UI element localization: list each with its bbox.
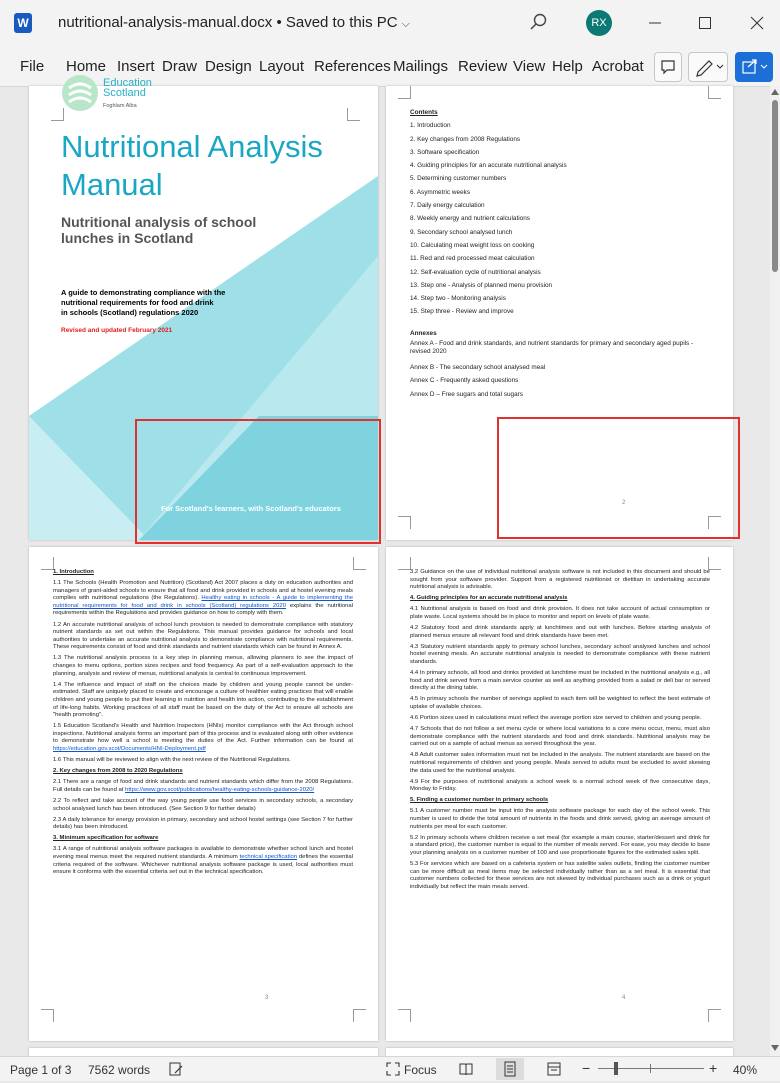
paragraph: 3.2 Guidance on the use of individual nutritional analysis software is not included in this document and should be sought from your software provider. Support from a registered nutritionist or dietitian in undertaking accurate nutritional analysis is advisable. [410, 569, 710, 591]
paragraph [53, 723, 353, 753]
paragraph: 2.3 A daily tolerance for energy provision in primary, secondary and school hostel settings (see Section 7 for further details) has been introduced. [53, 816, 353, 831]
cover-guide-line-2: nutritional requirements for food and drink [61, 298, 214, 307]
share-icon [736, 53, 772, 81]
paragraph-text: defines the essential criteria required of the software. Whichever nutritional analysis software package is used, local authorities must ensure it conforms with the essential criteria set out in the technical specification. [53, 854, 353, 876]
search-icon[interactable] [529, 12, 549, 32]
word-count[interactable]: 7562 words [88, 1063, 151, 1077]
hyperlink[interactable]: technical specification [239, 854, 298, 860]
tab-mailings[interactable]: Mailings [393, 58, 449, 75]
cover-title-line-2: Manual [61, 167, 163, 202]
toc-item[interactable]: 8. Weekly energy and nutrient calculations [410, 215, 530, 223]
toc-item[interactable]: 9. Secondary school analysed lunch [410, 228, 513, 236]
scroll-down-icon[interactable] [770, 1044, 780, 1052]
tab-acrobat[interactable]: Acrobat [592, 58, 644, 75]
scroll-up-icon[interactable] [770, 88, 780, 96]
toc-item[interactable]: 7. Daily energy calculation [410, 202, 485, 210]
hyperlink[interactable]: https://education.gov.scot/Documents/HNI-Deployment.pdf [53, 745, 206, 752]
print-layout-icon [496, 1058, 524, 1080]
zoom-slider-thumb[interactable] [614, 1062, 618, 1075]
paragraph [53, 580, 353, 618]
crop-mark [708, 1009, 721, 1022]
annex-item[interactable]: Annex D – Free sugars and total sugars [410, 390, 523, 398]
toc-item[interactable]: 12. Self-evaluation cycle of nutritional analysis [410, 268, 541, 276]
section-heading: 3. Minimum specification for software [53, 835, 159, 842]
tab-help[interactable]: Help [552, 58, 583, 75]
maximize-icon[interactable] [690, 8, 720, 38]
zoom-out-icon[interactable]: − [582, 1060, 591, 1076]
cover-guide-line-3: in schools (Scotland) regulations 2020 [61, 308, 199, 317]
editing-mode-button[interactable] [688, 52, 728, 82]
paragraph: 4.7 Schools that do not follow a set menu cycle or where local variations to a core menu occur, menu, must also demonstrate compliance with the nutrient standards and food and drink standards. Nutritional analysis may be carried out on a sample of actual menus as served throughout the year. [410, 726, 710, 748]
page-3-body [53, 569, 353, 880]
document-title[interactable] [58, 14, 410, 31]
tab-file[interactable]: File [20, 58, 45, 75]
cover-guide-line-1: A guide to demonstrating compliance with the [61, 288, 226, 297]
comments-button[interactable] [654, 52, 682, 82]
annexes-heading: Annexes [410, 329, 437, 337]
cover-subtitle-line-2: lunches in Scotland [61, 230, 194, 246]
tab-draw[interactable]: Draw [162, 58, 198, 75]
close-icon[interactable] [742, 8, 772, 38]
hyperlink[interactable]: https://www.gov.scot/publications/healthy-eating-schools-guidance-2020/ [125, 786, 315, 793]
paragraph: 4.4 In primary schools, all food and drinks provided at lunchtime must be included in the nutritional analysis e.g., all food and drink served from a main service counter as well as anything provided from a salad or deli bar or served directly at the dining table. [410, 670, 710, 692]
print-layout-button[interactable] [496, 1058, 524, 1080]
toc-item[interactable]: 15. Step three - Review and improve [410, 308, 514, 316]
tab-home[interactable]: Home [66, 58, 107, 75]
logo-line-2: Scotland [103, 87, 146, 99]
toc-item[interactable]: 13. Step one - Analysis of planned menu provision [410, 281, 553, 289]
paragraph-text: 1.5 Education Scotland's Health and Nutrition Inspectors (HNIs) monitor compliance with the Act through school inspections. Nutritional analysis forms an important part of this process and is evaluated along with other evidence to demonstrate how well a school is meeting the duties of the Act. Further information can be found at [53, 723, 353, 745]
crop-mark [353, 1009, 366, 1022]
table-of-contents [410, 106, 710, 401]
cover-subtitle [61, 214, 256, 246]
proofing-icon[interactable] [168, 1061, 184, 1077]
document-canvas[interactable] [0, 77, 770, 1056]
toc-item[interactable]: 14. Step two - Monitoring analysis [410, 295, 506, 303]
vertical-scrollbar[interactable] [770, 86, 780, 1056]
toc-item[interactable]: 6. Asymmetric weeks [410, 188, 471, 196]
crop-mark [353, 557, 366, 570]
web-layout-icon[interactable] [546, 1061, 562, 1077]
tab-insert[interactable]: Insert [117, 58, 155, 75]
toc-item[interactable]: 1. Introduction [410, 122, 451, 130]
tab-review[interactable]: Review [458, 58, 508, 75]
paragraph-text: explains the nutritional requirements within the Regulations and provides guidance on how to comply with them. [53, 602, 353, 617]
crop-mark [398, 86, 411, 99]
annex-item[interactable]: Annex A - Food and drink standards, and nutrient standards for primary and secondary aged pupils - revised 2020 [410, 340, 694, 356]
word-app-icon: W [14, 13, 32, 33]
toc-item[interactable]: 10. Calculating meat weight loss on cooking [410, 241, 535, 249]
contents-heading: Contents [410, 109, 438, 116]
section-heading: 1. Introduction [53, 569, 94, 575]
comment-icon [655, 53, 681, 81]
paragraph: 4.3 Statutory nutrient standards apply to primary school lunches, secondary school analysed lunches and school hostel evening meals. An accurate nutritional analysis is needed to demonstrate compliance with these nutrient standards. [410, 643, 710, 665]
crop-mark [41, 1009, 54, 1022]
paragraph: 4.2 Statutory food and drink standards apply at lunchtimes and out with lunches. Before starting analysis of planned menus ensure all relevant food and drink standards have been met. [410, 625, 710, 639]
paragraph-text: 1.1 The Schools (Health Promotion and Nutrition) (Scotland) Act 2007 places a duty on education authorities and managers of grant-aided schools to ensure that all food and drink provided in schools and at hostel evening meals complies with nutritional regulations (the Regulations). [53, 580, 353, 602]
read-mode-icon[interactable] [458, 1061, 474, 1077]
page-count[interactable]: Page 1 of 3 [10, 1063, 72, 1077]
crop-mark [398, 1009, 411, 1022]
minimize-icon[interactable] [640, 8, 670, 38]
paragraph [53, 779, 353, 794]
page-number: 4 [622, 995, 626, 1001]
logo-line-3: Foghlam Alba [103, 103, 137, 109]
toc-item[interactable]: 3. Software specification [410, 148, 480, 156]
paragraph: 4.5 In primary schools the number of servings applied to each item will be weighted to reflect the best estimate of uptake of available choices. [410, 696, 710, 710]
chevron-down-icon[interactable]: ⌵ [401, 18, 410, 30]
crop-mark [347, 108, 360, 121]
highlight-box [497, 417, 740, 539]
focus-icon[interactable] [385, 1061, 401, 1077]
cover-subtitle-line-1: Nutritional analysis of school [61, 214, 257, 230]
zoom-in-icon[interactable]: + [709, 1060, 718, 1076]
paragraph [53, 846, 353, 876]
paragraph: 2.2 To reflect and take account of the way young people use food services in secondary schools, a secondary school analysed lunch has been introduced. (See Section 9 for further details) [53, 797, 353, 812]
section-heading: 5. Finding a customer number in primary schools [410, 797, 549, 804]
status-bar [0, 1056, 780, 1081]
share-button[interactable] [735, 52, 773, 82]
paragraph: 1.2 An accurate nutritional analysis of school lunch provision is needed to demonstrate compliance with statutory nutrient standards as set out within the Regulations. This manual provides guidance for schools and local authorities to undertake an accurate nutritional analysis to demonstrate compliance with nutritional requirements. These requirements consist of food and drink standards and nutrient standards which can be found in Annex A. [53, 621, 353, 651]
paragraph-text: 2.1 There are a range of food and drink standards and nutrient standards which differ from the 2008 Regulations. Full details can be found at [53, 779, 353, 793]
tab-references[interactable]: References [314, 58, 391, 75]
cover-footer-tagline: For Scotland's learners, with Scotland's educators [161, 504, 341, 513]
annex-item[interactable]: Annex C - Frequently asked questions [410, 377, 519, 385]
cover-revised-date: Revised and updated February 2021 [61, 327, 173, 334]
title-bar [0, 0, 780, 46]
paragraph: 5.3 For services which are based on a cafeteria system or has satellite sales outlets, finding the customer number can be more difficult as meal items may be selected individually rather than as a set meal. It is essential that customer numbers collected for these services are not skewed by individual purchases such as a drink or yogurt individually but reflect the main meals served. [410, 861, 710, 890]
paragraph: 4.6 Portion sizes used in calculations must reflect the average portion size served to children and young people. [410, 715, 702, 721]
section-heading: 2. Key changes from 2008 to 2020 Regulations [53, 768, 183, 775]
logo-line-1: Education [103, 77, 152, 89]
toc-item[interactable]: 2. Key changes from 2008 Regulations [410, 135, 521, 143]
section-heading: 4. Guiding principles for an accurate nutritional analysis [410, 595, 568, 602]
pen-icon [689, 53, 727, 81]
document-title-text: nutritional-analysis-manual.docx • Saved to this PC [58, 14, 398, 31]
toc-item[interactable]: 4. Guiding principles for an accurate nutritional analysis [410, 162, 567, 170]
page-4-body [410, 569, 710, 895]
user-avatar[interactable]: RX [586, 10, 612, 36]
education-scotland-logo [61, 74, 152, 117]
education-scotland-logo-mark [61, 74, 99, 112]
page-number: 3 [265, 995, 269, 1001]
paragraph: 5.1 A customer number must be input into the analysis software package for each day of the school week. This number is used to divide the total amount of nutrients in the foods and drink served, giving an average amount of nutrients per meal for each customer. [410, 808, 710, 830]
page-4-guiding-principles[interactable] [386, 547, 733, 1041]
tab-view[interactable]: View [513, 58, 546, 75]
crop-mark [398, 516, 411, 529]
tab-layout[interactable]: Layout [259, 58, 305, 75]
crop-mark [51, 108, 64, 121]
scrollbar-thumb[interactable] [772, 100, 778, 272]
zoom-level[interactable]: 40% [733, 1063, 758, 1077]
paragraph: 5.2 In primary schools where children receive a set meal (for example a main course, starter/dessert and drink for a standard price), the customer number is equal to the number of meals served. For ease, you may decide to base your planning analysis on a customer number of 100 and use proportionate figures for the estimated sales split. [410, 834, 710, 856]
toc-item[interactable]: 11. Red and red processed meat calculation [410, 255, 535, 263]
crop-mark [708, 86, 721, 99]
page-number: 2 [622, 500, 626, 506]
paragraph: 1.3 The nutritional analysis process is a key step in planning menus, allowing planners to see the impact of changes to menu options, portion sizes recipes and food frequency. As part of a self-evaluation approach to the planning, analysis and review of menus, nutritional analysis is central to continuous improvement. [53, 655, 353, 677]
tab-design[interactable]: Design [205, 58, 252, 75]
paragraph: 4.9 For the purposes of nutritional analysis a school week is a normal school week of five consecutive days, Monday to Friday. [410, 778, 710, 793]
page-3-introduction[interactable] [29, 547, 378, 1041]
paragraph: 1.6 This manual will be reviewed to align with the next review of the Nutritional Regulations. [53, 757, 291, 764]
paragraph: 1.4 The influence and impact of staff on the choices made by children and young people cannot be under-estimated. Staff are uniquely placed to create and encourage a culture of healthier eating practices that will enable children and young people to put their learning in nutrition and health into action, contributing to the establishment of life-long habits. Working practices of all staff must be based on the duty of the Act to ensure all schools are "health promoting". [53, 681, 353, 719]
annex-item[interactable]: Annex B - The secondary school analysed meal [410, 364, 546, 372]
toc-item[interactable]: 5. Determining customer numbers [410, 175, 507, 183]
cover-guide-text [61, 288, 225, 318]
paragraph: 4.1 Nutritional analysis is based on food and drink provision. It does not take account of actual consumption or plate waste. Local systems should be in place to monitor and report on levels of plate waste. [410, 606, 710, 620]
paragraph: 4.8 Adult customer sales information must not be included in the analysis. The nutrient standards are based on the nutritional requirements of children and young people. Meals served to adults must be excluded to avoid skewing the data used for the nutritional analysis. [410, 752, 710, 774]
highlight-box [135, 419, 381, 544]
focus-label[interactable]: Focus [404, 1063, 437, 1077]
cover-title [61, 128, 323, 204]
paragraph-text: 3.1 A range of nutritional analysis software packages is available to demonstrate whether school lunch and hostel evening meal menus meet the required nutrient standards. A minimum [53, 846, 353, 860]
spacer [410, 319, 710, 327]
cover-title-line-1: Nutritional Analysis [61, 129, 323, 164]
zoom-slider-center-tick [650, 1064, 651, 1073]
hyperlink[interactable]: Healthy eating in schools - A guide to implementing the nutritional requirements for food and drink in schools (Scotland) regulations 2020 [53, 595, 353, 609]
